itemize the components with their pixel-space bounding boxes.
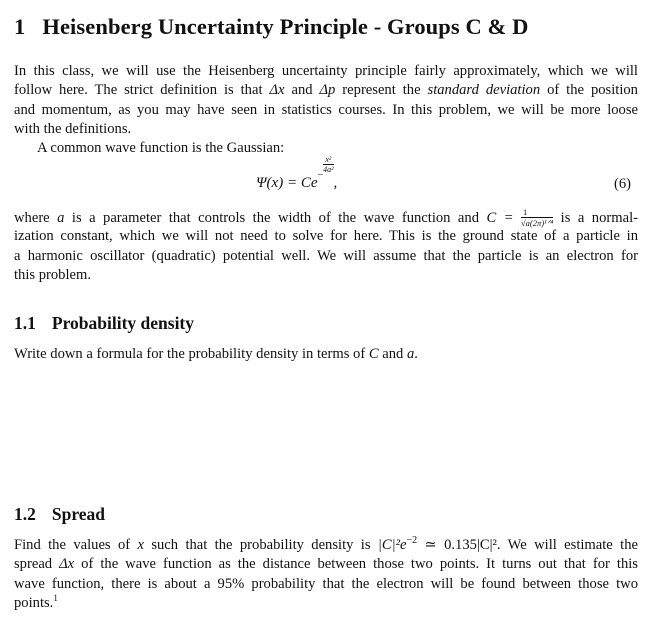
var-C-equals: C = <box>486 209 514 226</box>
fraction-denominator: √a(2π)¹ᐟ⁴ <box>521 218 554 228</box>
approx-value: ≃ 0.135|C|² <box>417 537 497 553</box>
after-eq-line-4: this problem. <box>14 266 92 283</box>
text-run: follow here. The strict definition is that <box>14 82 270 99</box>
subsection-title: Spread <box>51 504 106 524</box>
text-run: spread <box>14 556 60 573</box>
sub2-line-3: wave function, there is about a 95% probability that the electron will be found between those two <box>14 575 638 592</box>
text-run: such that the probability density is <box>143 537 378 553</box>
exponent-denominator: 4a² <box>323 165 334 175</box>
section-title: Heisenberg Uncertainty Principle - Groups C & D <box>42 14 529 39</box>
intro-paragraph <box>14 62 638 158</box>
text-run: is a normal- <box>553 209 638 226</box>
text-run: points. <box>14 594 54 611</box>
text-run: Find the values of <box>14 537 138 553</box>
text-run: of the wave function as the distance between those two points. It turns out that for this <box>74 556 638 573</box>
after-eq-line-3: a harmonic oscillator (quadratic) potential well. We will assume that the particle is an electron for <box>14 247 638 264</box>
sub1-line-1 <box>14 345 638 364</box>
subsection-heading-1-1 <box>14 313 194 334</box>
text-run: of the position <box>540 82 638 99</box>
delta-x-symbol: Δx <box>59 556 75 573</box>
exponent-numerator: x² <box>323 155 333 165</box>
intro-line-5: A common wave function is the Gaussian: <box>37 140 285 157</box>
subsection-heading-1-2 <box>14 504 105 525</box>
sub2-line-4 <box>14 594 638 613</box>
text-run: . We will estimate the <box>496 537 638 553</box>
density-expression: |C|²e <box>377 537 407 553</box>
var-a: a <box>57 209 65 226</box>
var-a: a <box>406 346 415 362</box>
footnote-marker[interactable]: 1 <box>53 592 58 603</box>
delta-p-symbol: Δp <box>319 82 336 99</box>
intro-line-3: and momentum, as you may have seen in statistics courses. In this problem, we will be more loose <box>14 101 638 118</box>
text-run: is a parameter that controls the width of the wave function and <box>64 209 487 226</box>
text-run: where <box>14 209 58 226</box>
delta-x-symbol: Δx <box>269 82 285 99</box>
exponent-fraction <box>323 155 333 174</box>
equation-6 <box>0 155 652 201</box>
equation-body <box>256 155 338 194</box>
fraction-numerator: 1 <box>521 207 553 218</box>
equation-lhs: Ψ(x) = Ce <box>256 175 318 191</box>
equation-exponent <box>317 155 334 181</box>
intro-line-1: In this class, we will use the Heisenberg uncertainty principle fairly approximately, which we will <box>14 63 638 79</box>
var-C: C <box>368 346 379 362</box>
emphasis-standard-deviation: standard deviation <box>427 82 541 99</box>
normalization-fraction <box>521 207 553 228</box>
text-run: and <box>284 82 320 99</box>
section-number: 1 <box>14 14 26 39</box>
exponent-sign: − <box>317 170 324 181</box>
exponent: −2 <box>406 535 418 546</box>
section-heading <box>14 14 528 40</box>
sub2-line-2 <box>14 555 638 574</box>
spread-paragraph <box>14 536 638 613</box>
text-run: represent the <box>335 82 428 99</box>
equation-number: (6) <box>614 176 632 192</box>
subsection-title: Probability density <box>51 313 195 333</box>
sub2-line-1 <box>14 536 638 555</box>
text-run: . <box>414 346 418 362</box>
intro-line-4: with the definitions. <box>14 120 132 137</box>
after-eq-line-2: ization constant, which we will not need to solve for here. This is the ground state of a particle in <box>14 228 638 245</box>
intro-line-2 <box>14 81 638 100</box>
var-x: x <box>137 537 144 553</box>
after-eq-line-1 <box>14 208 638 227</box>
probability-density-paragraph <box>14 345 638 364</box>
normalization-paragraph <box>14 208 638 285</box>
subsection-number: 1.2 <box>14 504 36 524</box>
text-run: Write down a formula for the probability density in terms of <box>14 346 369 362</box>
subsection-number: 1.1 <box>14 313 36 333</box>
text-run: and <box>378 346 407 362</box>
equation-comma: , <box>333 175 338 191</box>
